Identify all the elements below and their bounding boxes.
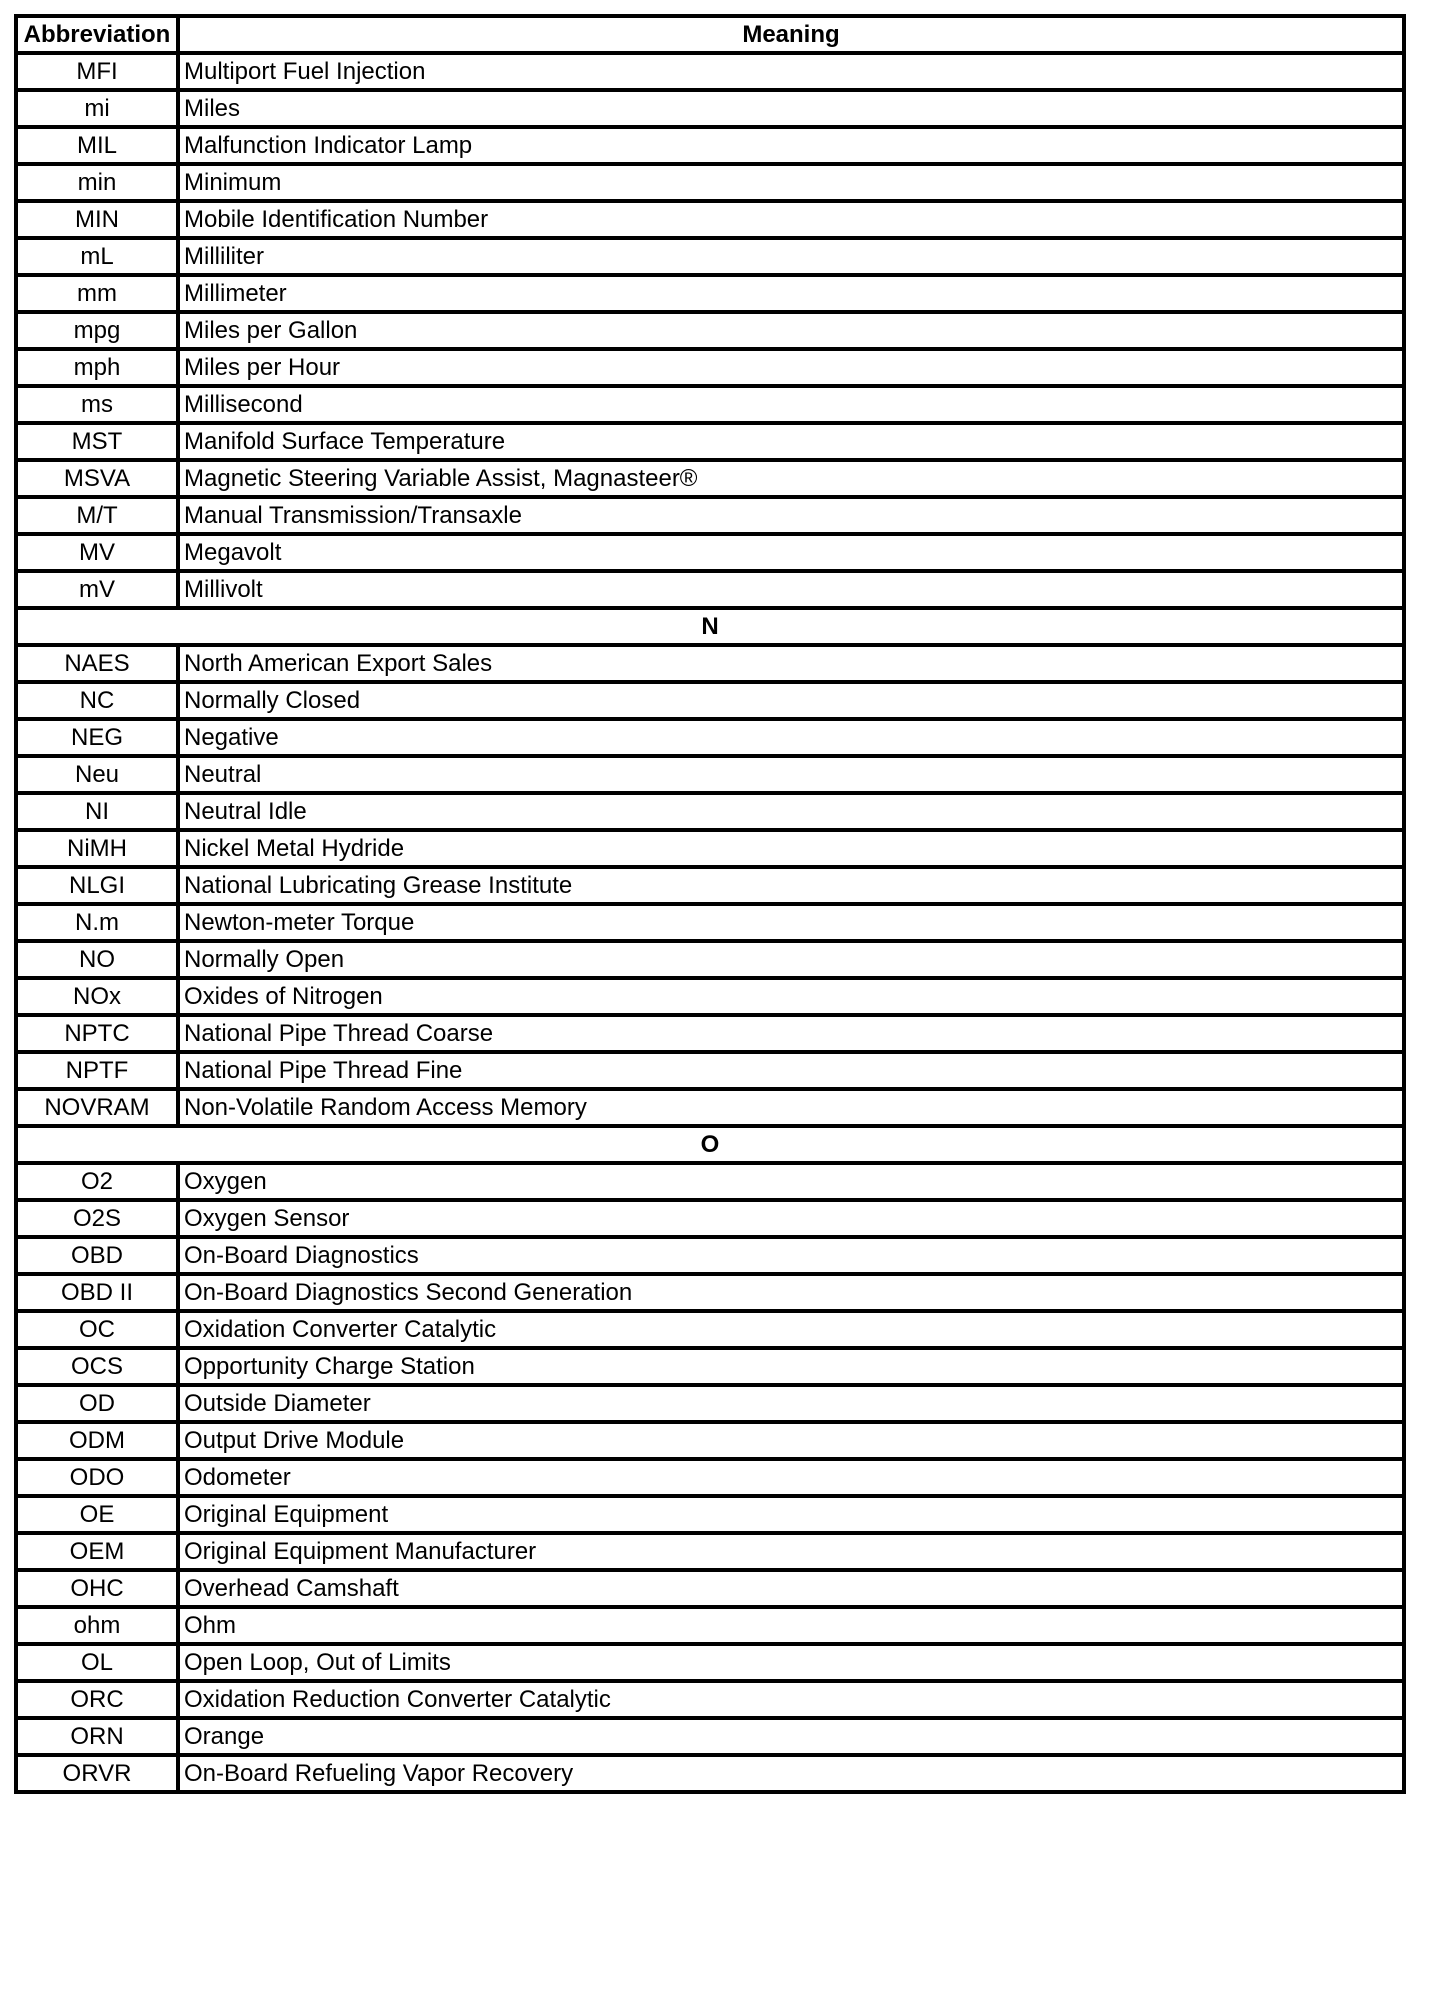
table-row	[16, 1607, 1404, 1644]
abbreviation-cell: min	[16, 164, 178, 201]
table-row	[16, 534, 1404, 571]
abbreviation-cell: OE	[16, 1496, 178, 1533]
abbreviation-cell: NO	[16, 941, 178, 978]
table-row	[16, 978, 1404, 1015]
table-row	[16, 164, 1404, 201]
abbreviation-cell: MSVA	[16, 460, 178, 497]
table-row	[16, 1311, 1404, 1348]
abbreviation-cell: mV	[16, 571, 178, 608]
table-row	[16, 1052, 1404, 1089]
meaning-cell: Miles	[178, 90, 1404, 127]
table-body	[16, 16, 1404, 1792]
abbreviation-cell: mi	[16, 90, 178, 127]
meaning-cell: Megavolt	[178, 534, 1404, 571]
table-row	[16, 904, 1404, 941]
abbreviation-cell: ORC	[16, 1681, 178, 1718]
table-row	[16, 1496, 1404, 1533]
meaning-cell: Normally Open	[178, 941, 1404, 978]
table-row	[16, 1681, 1404, 1718]
table-row	[16, 275, 1404, 312]
table-row	[16, 1237, 1404, 1274]
abbreviation-cell: NPTF	[16, 1052, 178, 1089]
abbreviation-cell: mph	[16, 349, 178, 386]
abbreviation-cell: OHC	[16, 1570, 178, 1607]
abbreviation-cell: Neu	[16, 756, 178, 793]
table-row	[16, 1533, 1404, 1570]
table-row	[16, 53, 1404, 90]
abbreviation-table	[14, 14, 1406, 1794]
abbreviation-cell: mL	[16, 238, 178, 275]
table-row	[16, 756, 1404, 793]
section-row	[16, 1126, 1404, 1163]
meaning-cell: Multiport Fuel Injection	[178, 53, 1404, 90]
meaning-cell: Neutral Idle	[178, 793, 1404, 830]
table-row	[16, 386, 1404, 423]
abbreviation-cell: NPTC	[16, 1015, 178, 1052]
table-row	[16, 830, 1404, 867]
meaning-cell: Opportunity Charge Station	[178, 1348, 1404, 1385]
table-row	[16, 1459, 1404, 1496]
table-row	[16, 867, 1404, 904]
abbreviation-cell: N.m	[16, 904, 178, 941]
table-row	[16, 1348, 1404, 1385]
meaning-cell: Nickel Metal Hydride	[178, 830, 1404, 867]
table-row	[16, 1755, 1404, 1792]
meaning-cell: National Pipe Thread Coarse	[178, 1015, 1404, 1052]
abbreviation-cell: OL	[16, 1644, 178, 1681]
meaning-cell: Oxygen	[178, 1163, 1404, 1200]
meaning-cell: Manual Transmission/Transaxle	[178, 497, 1404, 534]
table-row	[16, 1422, 1404, 1459]
meaning-cell: Non-Volatile Random Access Memory	[178, 1089, 1404, 1126]
table-row	[16, 127, 1404, 164]
header-abbreviation: Abbreviation	[16, 16, 178, 53]
section-row	[16, 608, 1404, 645]
meaning-cell: Odometer	[178, 1459, 1404, 1496]
table-row	[16, 719, 1404, 756]
abbreviation-cell: ms	[16, 386, 178, 423]
meaning-cell: National Pipe Thread Fine	[178, 1052, 1404, 1089]
meaning-cell: Oxidation Converter Catalytic	[178, 1311, 1404, 1348]
abbreviation-cell: NLGI	[16, 867, 178, 904]
abbreviation-cell: OD	[16, 1385, 178, 1422]
section-heading: O	[16, 1126, 1404, 1163]
abbreviation-cell: MFI	[16, 53, 178, 90]
meaning-cell: North American Export Sales	[178, 645, 1404, 682]
meaning-cell: Miles per Hour	[178, 349, 1404, 386]
abbreviation-cell: mm	[16, 275, 178, 312]
abbreviation-cell: NC	[16, 682, 178, 719]
abbreviation-cell: MIN	[16, 201, 178, 238]
meaning-cell: Orange	[178, 1718, 1404, 1755]
abbreviation-cell: NOx	[16, 978, 178, 1015]
meaning-cell: Milliliter	[178, 238, 1404, 275]
meaning-cell: Millivolt	[178, 571, 1404, 608]
abbreviation-cell: O2S	[16, 1200, 178, 1237]
abbreviation-cell: OCS	[16, 1348, 178, 1385]
abbreviation-cell: NAES	[16, 645, 178, 682]
abbreviation-cell: OBD II	[16, 1274, 178, 1311]
meaning-cell: Oxidation Reduction Converter Catalytic	[178, 1681, 1404, 1718]
table-row	[16, 1570, 1404, 1607]
abbreviation-cell: mpg	[16, 312, 178, 349]
abbreviation-cell: NOVRAM	[16, 1089, 178, 1126]
meaning-cell: Miles per Gallon	[178, 312, 1404, 349]
abbreviation-cell: ORVR	[16, 1755, 178, 1792]
meaning-cell: Minimum	[178, 164, 1404, 201]
table-row	[16, 497, 1404, 534]
meaning-cell: Normally Closed	[178, 682, 1404, 719]
section-heading: N	[16, 608, 1404, 645]
meaning-cell: Neutral	[178, 756, 1404, 793]
meaning-cell: Magnetic Steering Variable Assist, Magnasteer®	[178, 460, 1404, 497]
abbreviation-cell: ODM	[16, 1422, 178, 1459]
header-meaning: Meaning	[178, 16, 1404, 53]
meaning-cell: Millisecond	[178, 386, 1404, 423]
meaning-cell: Negative	[178, 719, 1404, 756]
table-row	[16, 423, 1404, 460]
meaning-cell: Overhead Camshaft	[178, 1570, 1404, 1607]
abbreviation-cell: NEG	[16, 719, 178, 756]
meaning-cell: On-Board Refueling Vapor Recovery	[178, 1755, 1404, 1792]
table-row	[16, 1385, 1404, 1422]
table-row	[16, 682, 1404, 719]
meaning-cell: National Lubricating Grease Institute	[178, 867, 1404, 904]
table-row	[16, 90, 1404, 127]
meaning-cell: Millimeter	[178, 275, 1404, 312]
abbreviation-cell: MIL	[16, 127, 178, 164]
meaning-cell: Oxygen Sensor	[178, 1200, 1404, 1237]
meaning-cell: Open Loop, Out of Limits	[178, 1644, 1404, 1681]
table-row	[16, 1718, 1404, 1755]
abbreviation-cell: MV	[16, 534, 178, 571]
table-row	[16, 460, 1404, 497]
table-row	[16, 1089, 1404, 1126]
table-row	[16, 312, 1404, 349]
table-header-row	[16, 16, 1404, 53]
meaning-cell: Original Equipment	[178, 1496, 1404, 1533]
abbreviation-cell: ORN	[16, 1718, 178, 1755]
table-row	[16, 793, 1404, 830]
abbreviation-cell: NI	[16, 793, 178, 830]
meaning-cell: Malfunction Indicator Lamp	[178, 127, 1404, 164]
abbreviation-cell: OC	[16, 1311, 178, 1348]
table-row	[16, 1200, 1404, 1237]
meaning-cell: On-Board Diagnostics	[178, 1237, 1404, 1274]
table-row	[16, 941, 1404, 978]
meaning-cell: Outside Diameter	[178, 1385, 1404, 1422]
meaning-cell: Original Equipment Manufacturer	[178, 1533, 1404, 1570]
table-row	[16, 349, 1404, 386]
table-row	[16, 1163, 1404, 1200]
abbreviation-cell: ODO	[16, 1459, 178, 1496]
table-row	[16, 1015, 1404, 1052]
table-row	[16, 238, 1404, 275]
table-row	[16, 201, 1404, 238]
abbreviation-cell: M/T	[16, 497, 178, 534]
abbreviation-cell: OBD	[16, 1237, 178, 1274]
table-row	[16, 1274, 1404, 1311]
meaning-cell: Output Drive Module	[178, 1422, 1404, 1459]
table-row	[16, 1644, 1404, 1681]
abbreviation-cell: NiMH	[16, 830, 178, 867]
abbreviation-cell: O2	[16, 1163, 178, 1200]
meaning-cell: Ohm	[178, 1607, 1404, 1644]
meaning-cell: Manifold Surface Temperature	[178, 423, 1404, 460]
meaning-cell: Newton-meter Torque	[178, 904, 1404, 941]
table-row	[16, 571, 1404, 608]
abbreviation-cell: ohm	[16, 1607, 178, 1644]
meaning-cell: Oxides of Nitrogen	[178, 978, 1404, 1015]
meaning-cell: Mobile Identification Number	[178, 201, 1404, 238]
table-row	[16, 645, 1404, 682]
abbreviation-cell: MST	[16, 423, 178, 460]
abbreviation-cell: OEM	[16, 1533, 178, 1570]
meaning-cell: On-Board Diagnostics Second Generation	[178, 1274, 1404, 1311]
